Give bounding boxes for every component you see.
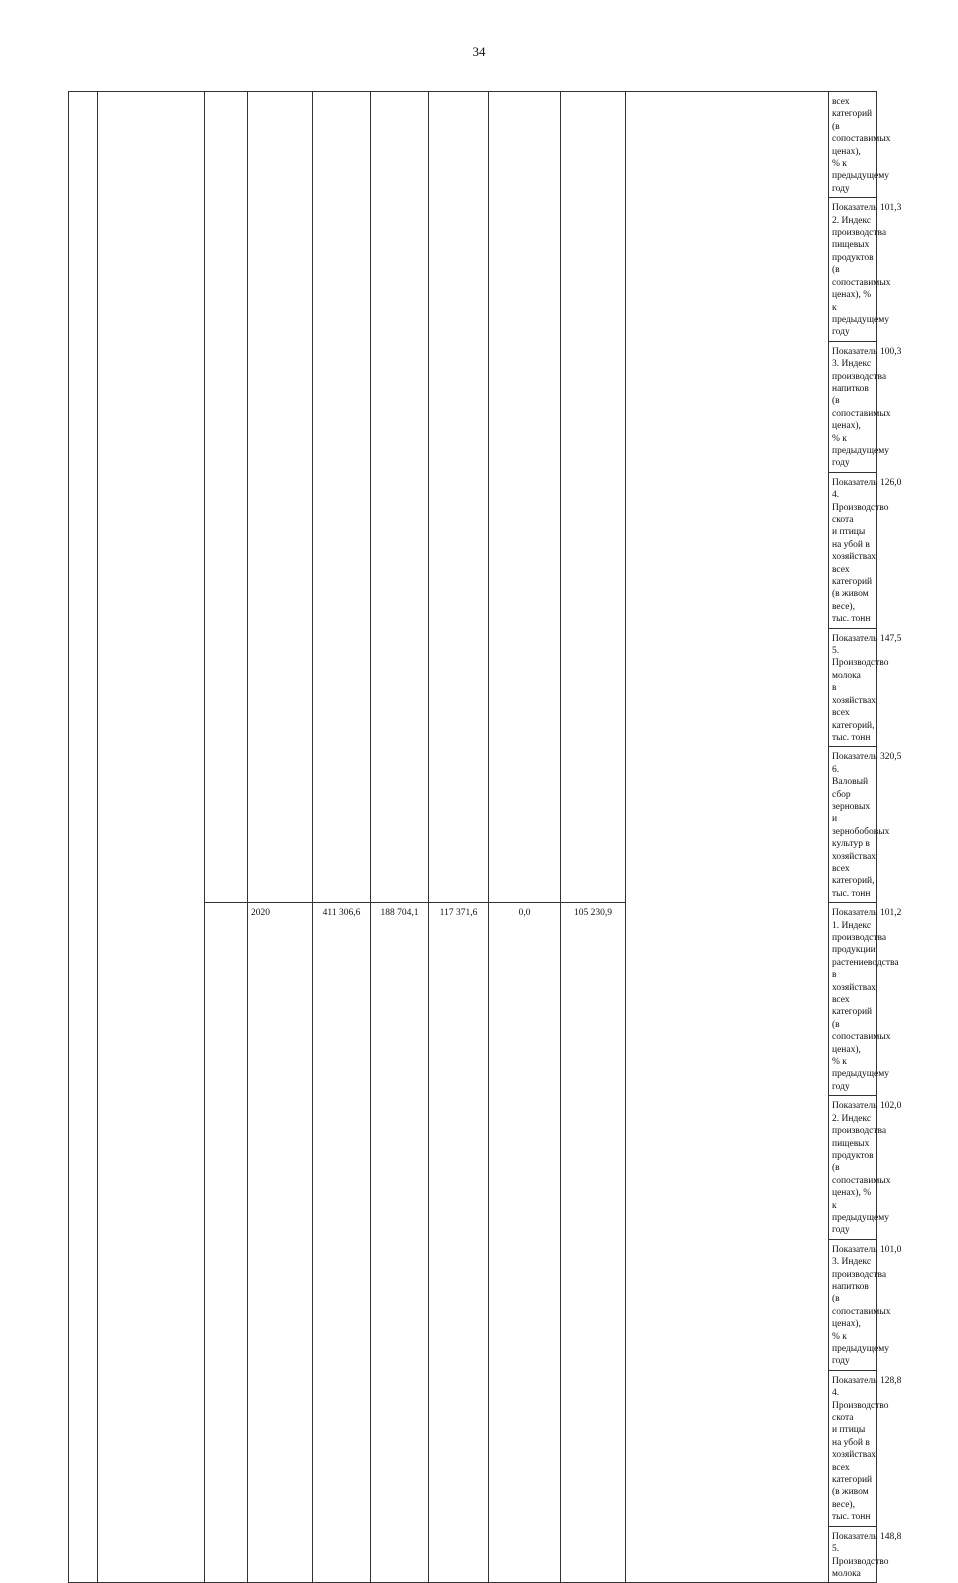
cell-empty xyxy=(626,92,829,1583)
table-row: Показатель 4. Производство скота и птицы на убой в хозяйствах всех категорий (в живом весе), тыс. тонн 128,8 xyxy=(69,1370,877,1526)
indicator-name: Показатель 2. Индекс производства пищевых продуктов (в сопоставимых ценах), % к предыдущему году xyxy=(829,1096,877,1239)
table-row: Показатель 5. Производство молока 148,8 xyxy=(69,1526,877,1583)
indicator-name: Показатель 6. Валовый сбор зерновых и зернобобовых культур в хозяйствах всех категорий, тыс. тонн xyxy=(829,747,877,903)
cell-col-a xyxy=(371,92,429,903)
funding-col-b: 117 371,6 xyxy=(429,903,489,1583)
table-row: Показатель 3. Индекс производства напитков (в сопоставимых ценах), % к предыдущему году 101,0 xyxy=(69,1239,877,1370)
indicator-name: Показатель 1. Индекс производства продукции растениеводства в хозяйствах всех категорий (в сопоставимых ценах), % к предыдущему году xyxy=(829,903,877,1096)
table-row: Показатель 2. Индекс производства пищевых продуктов (в сопоставимых ценах), % к предыдущему году 102,0 xyxy=(69,1096,877,1239)
indicator-name: Показатель 5. Производство молока xyxy=(829,1526,877,1583)
cell-col-c xyxy=(489,92,561,903)
funding-col-c: 0,0 xyxy=(489,903,561,1583)
indicator-name: Показатель 4. Производство скота и птицы на убой в хозяйствах всех категорий (в живом весе), тыс. тонн xyxy=(829,1370,877,1526)
table-row: Показатель 3. Индекс производства напитков (в сопоставимых ценах), % к предыдущему году 100,3 xyxy=(69,341,877,472)
indicator-name: Показатель 2. Индекс производства пищевых продуктов (в сопоставимых ценах), % к предыдущему году xyxy=(829,198,877,341)
year-cell: 2020 xyxy=(248,903,313,1583)
funding-col-d: 105 230,9 xyxy=(561,903,626,1583)
table-row: Показатель 5. Производство молока в хозяйствах всех категорий, тыс. тонн 147,5 xyxy=(69,628,877,747)
cell-year xyxy=(248,92,313,903)
cell-number xyxy=(69,92,98,1583)
cell-executor xyxy=(205,92,248,903)
indicator-name: Показатель 3. Индекс производства напитков (в сопоставимых ценах), % к предыдущему году xyxy=(829,1239,877,1370)
page-number: 34 xyxy=(472,44,486,59)
cell-executor xyxy=(205,903,248,1583)
total-cell: 411 306,6 xyxy=(313,903,371,1583)
table-row: Показатель 6. Валовый сбор зерновых и зернобобовых культур в хозяйствах всех категорий, тыс. тонн 320,5 xyxy=(69,747,877,903)
indicator-name: Показатель 3. Индекс производства напитков (в сопоставимых ценах), % к предыдущему году xyxy=(829,341,877,472)
budget-table xyxy=(68,91,902,1583)
indicator-name: всех категорий (в сопоставимых ценах), % к предыдущему году xyxy=(829,92,877,198)
cell-col-d xyxy=(561,92,626,903)
table-row: 2020 411 306,6 188 704,1 117 371,6 0,0 105 230,9 Показатель 1. Индекс производства продукции растениеводства в хозяйствах всех категорий (в сопоставимых ценах), % к предыдущему году 101,2 xyxy=(69,903,877,1096)
cell-col-b xyxy=(429,92,489,903)
indicator-name: Показатель 4. Производство скота и птицы на убой в хозяйствах всех категорий (в живом весе), тыс. тонн xyxy=(829,472,877,628)
table-row: Показатель 4. Производство скота и птицы на убой в хозяйствах всех категорий (в живом весе), тыс. тонн 126,0 xyxy=(69,472,877,628)
table-row: Показатель 2. Индекс производства пищевых продуктов (в сопоставимых ценах), % к предыдущему году 101,3 xyxy=(69,198,877,341)
cell-program-name xyxy=(98,92,205,1583)
indicator-name: Показатель 5. Производство молока в хозяйствах всех категорий, тыс. тонн xyxy=(829,628,877,747)
cell-total xyxy=(313,92,371,903)
table-row xyxy=(69,92,877,198)
funding-col-a: 188 704,1 xyxy=(371,903,429,1583)
